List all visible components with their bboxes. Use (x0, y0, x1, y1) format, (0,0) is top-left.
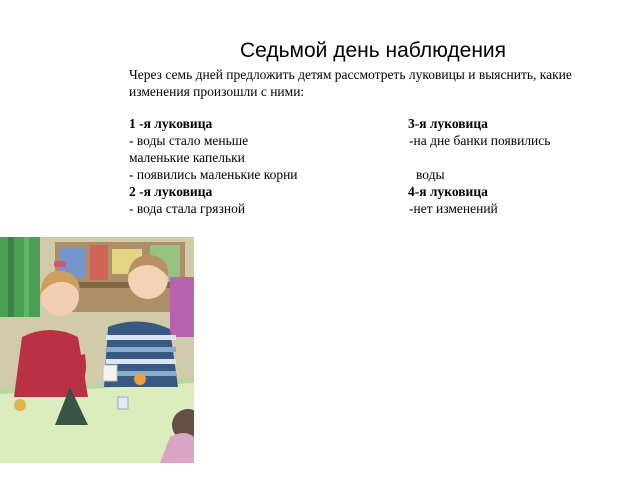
bulb-3-observation: -на дне банки появились (409, 133, 551, 148)
bulb-2-heading: 2 -я луковица (129, 184, 213, 199)
bulb-1-heading: 1 -я луковица (129, 116, 213, 131)
children-observing-bulbs-photo (0, 237, 194, 463)
bulb-4-heading: 4-я луковица (408, 184, 488, 199)
intro-paragraph: Через семь дней предложить детям рассмотреть луковицы и выяснить, какие изменения произошли с ними: (129, 67, 572, 99)
bulb-2-observation: - вода стала грязной (129, 201, 246, 216)
bulb-3-heading: 3-я луковица (408, 116, 488, 131)
bulb-3-observation-continued: воды (416, 167, 445, 182)
bulb-1-observation: - воды стало меньше (129, 133, 249, 148)
bulb-1-observation-continued: маленькие капельки (129, 150, 245, 165)
bulb-4-observation: -нет изменений (409, 201, 498, 216)
slide-title: Седьмой день наблюдения (239, 39, 507, 62)
bulb-1-observation-roots: - появились маленькие корни (129, 167, 298, 182)
photo-illustration (0, 237, 194, 463)
